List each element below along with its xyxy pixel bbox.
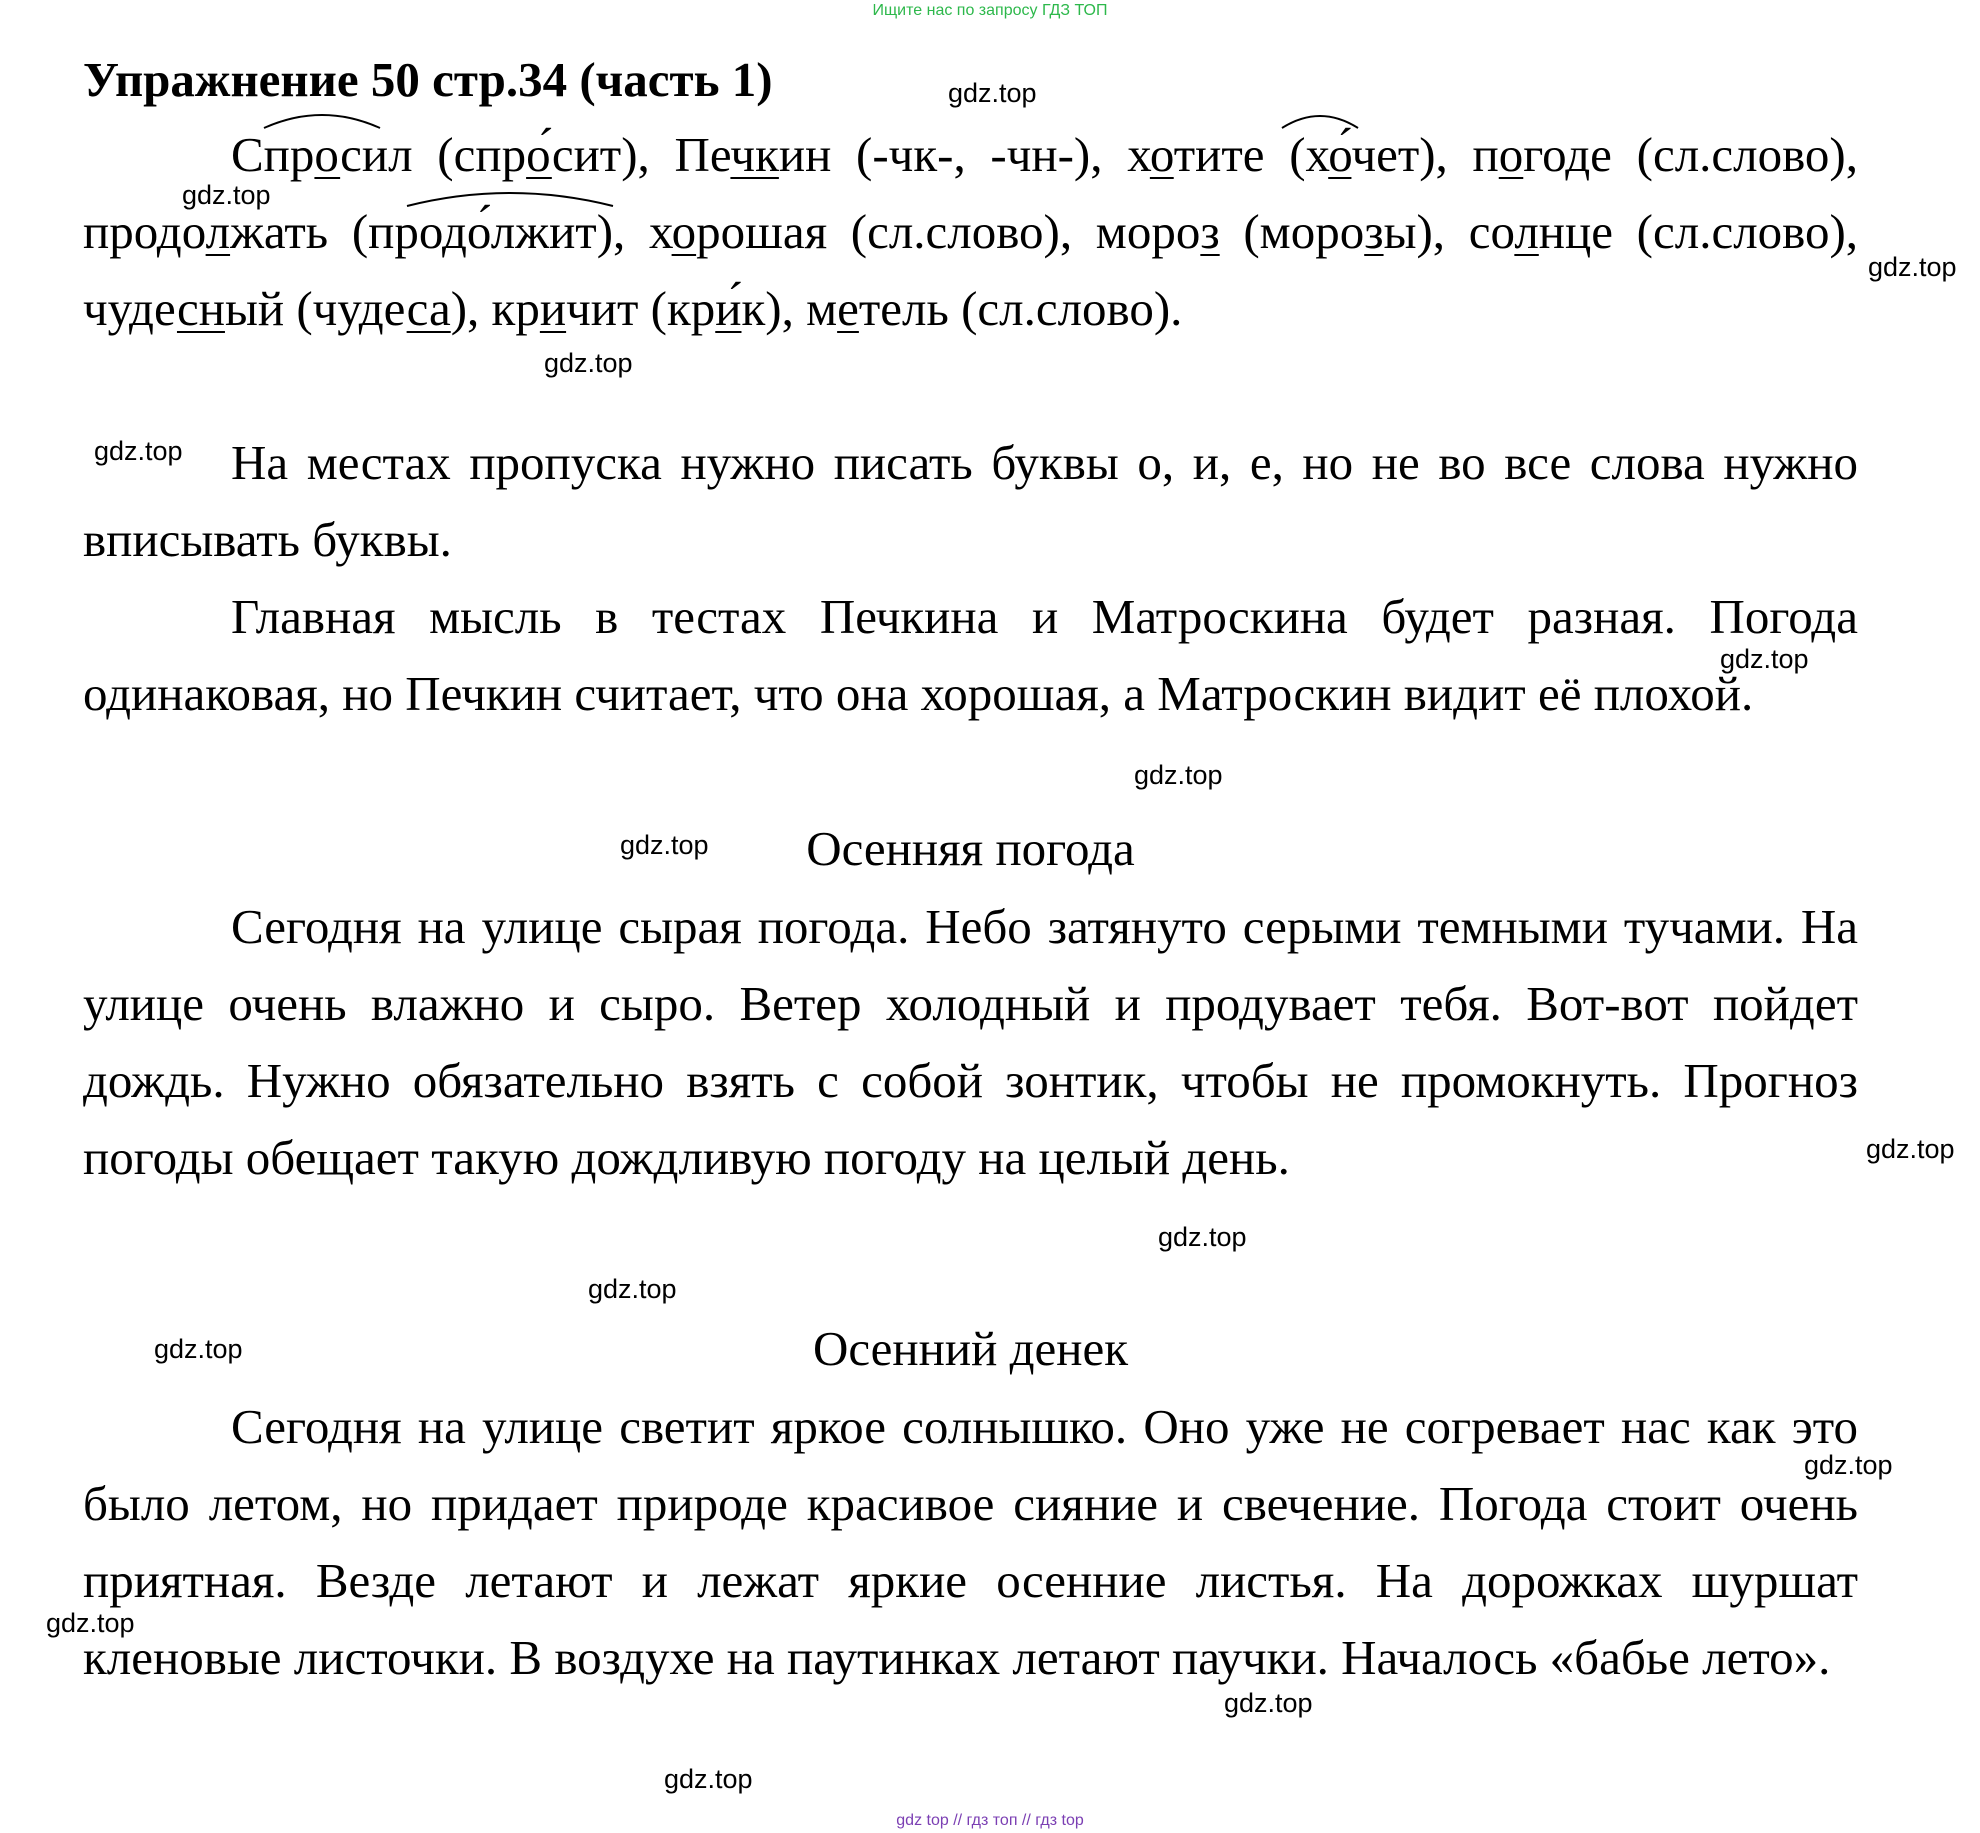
paragraph-autumn-weather: Сегодня на улице сырая погода. Небо затянуто серыми темными тучами. На улице очень влажно и сыро. Ветер холодный и продувает тебя. Вот-вот пойдет дождь. Нужно обязательно взять с собой зонтик, чтобы не промокнуть. Прогноз погоды обещает такую дождливую погоду на целый день. (83, 899, 1858, 1185)
root-arc-2 (1280, 110, 1360, 130)
paragraph-main-idea: Главная мысль в тестах Печкина и Матроскина будет разная. Погода одинаковая, но Печкин считает, что она хорошая, а Матроскин видит её плохой. (83, 589, 1858, 721)
watermark: gdz.top (46, 1608, 135, 1638)
paragraph-autumn-day: Сегодня на улице светит яркое солнышко. Оно уже не согревает нас как это было летом, но придает природе красивое сияние и свечение. Погода стоит очень приятная. Везде летают и лежат яркие осенние листья. На дорожках шуршат кленовые листочки. В воздухе на паутинках летают паучки. Началось «бабье лето». (83, 1399, 1858, 1685)
watermark: gdz.top (620, 830, 709, 860)
watermark: gdz.top (94, 436, 183, 466)
watermark: gdz.top (1134, 760, 1223, 790)
watermark: gdz.top (1720, 644, 1809, 674)
title-autumn-day: Осенний денек (812, 1321, 1129, 1376)
watermark: gdz.top (1868, 252, 1957, 282)
watermark: gdz.top (588, 1274, 677, 1304)
top-banner[interactable]: Ищите нас по запросу ГДЗ ТОП (872, 2, 1108, 19)
watermark: gdz.top (1866, 1134, 1955, 1164)
watermark: gdz.top (154, 1334, 243, 1364)
exercise-heading: Упражнение 50 стр.34 (часть 1) (83, 52, 773, 107)
watermark: gdz.top (1804, 1450, 1893, 1480)
title-autumn-weather: Осенняя погода (806, 821, 1135, 876)
watermark: gdz.top (182, 180, 271, 210)
answers-paragraph: Спросил (спро́сит), Печкин (-чк-, -чн-), хотите (хо́чет), погоде (сл.слово), продолжать (продо́лжит), хорошая (сл.слово), мороз (морозы), солнце (сл.слово), чудесный (чудеса), кричит (кри́к), метель (сл.слово). (83, 127, 1859, 336)
watermark: gdz.top (948, 78, 1037, 108)
watermark: gdz.top (1224, 1688, 1313, 1718)
root-arc-1 (262, 110, 382, 130)
watermark: gdz.top (664, 1764, 753, 1794)
paragraph-letters-note: На местах пропуска нужно писать буквы о, и, е, но не во все слова нужно вписывать буквы. (83, 435, 1858, 567)
watermark: gdz.top (1158, 1222, 1247, 1252)
footer-links[interactable]: gdz top // гдз топ // гдз top (896, 1812, 1084, 1829)
root-arc-3 (405, 188, 615, 208)
watermark: gdz.top (544, 348, 633, 378)
